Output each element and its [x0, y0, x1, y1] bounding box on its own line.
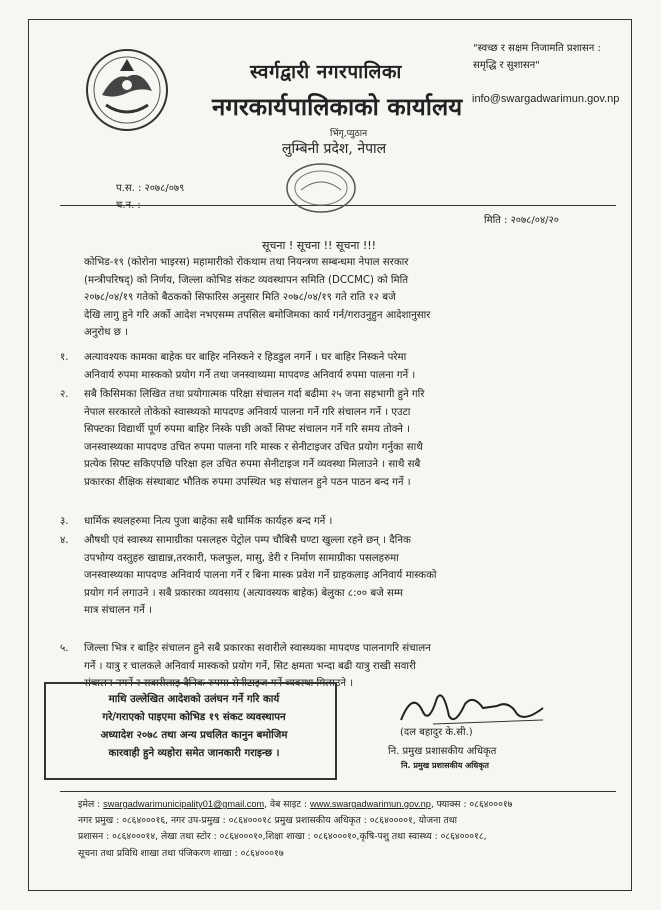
- directive-item: [60, 386, 580, 513]
- footer: [78, 796, 598, 862]
- reference-number: प.स. : २०७८/०७९: [116, 183, 185, 194]
- established-place: भिंगृ,प्युठान: [330, 129, 368, 139]
- item-number: ४.: [60, 535, 69, 546]
- dispatch-number: च.न. :: [116, 200, 141, 211]
- footer-line-3: प्रशासन : ०८६४०००१४, लेखा तथा स्टोर : ०८६४०००१०,शिक्षा शाखा : ०८६४०००१०,कृषि-पशु तथा स्वास्थ्य : ०८६४०००१८,: [78, 831, 487, 843]
- org-name: स्वर्गद्वारी नगरपालिका: [250, 61, 402, 83]
- left-border: [28, 19, 29, 891]
- item-text: सबै किसिमका लिखित तथा प्रयोगात्मक परिक्षा संचालन गर्दा बढीमा २५ जना सहभागी हुने गरि नेपाल सरकारले तोकेको स्वास्थ्यको मापदण्ड अनिवार्य पालना गर्ने गरि संचालन गर्ने । एउटा सिफ्टका विद्यार्थी पूर्ण रुपमा बाहिर निस्के पछी अर्को सिफ्ट संचालन गर्ने गरि समय तोक्ने । जनस्वास्थ्यका मापदण्ड उचित रुपमा पालना गरि मास्क र सेनीटाइजर उचित प्रयोग गर्नुका साथै प्रत्येक सिफ्ट सकिएपछि परिक्षा हल उचित रुपमा सेनीटाइज गर्ने व्यवस्था मिलाउने । साथै सबै प्रकारका शैक्षिक संस्थाबाट भौतिक रुपमा उपस्थित भइ संचालन हुने पठन पाठन बन्द गर्ने ।: [84, 389, 425, 488]
- item-text: अत्यावश्यक कामका बाहेक घर बाहिर ननिस्कने र हिडडुल नगर्ने । घर बाहिर निस्कने परेमा अनिवार्य रुपमा मास्कको प्रयोग गर्ने तथा जनस्वाथ्यमा मापदण्ड अनिवार्य रुपमा पालना गर्ने ।: [84, 352, 416, 381]
- signer-title: नि. प्रमुख प्रशासकीय अधिकृत: [388, 746, 497, 757]
- header-email[interactable]: info@swargadwarimun.gov.np: [472, 93, 620, 105]
- letter-date: मिति : २०७८/०४/२०: [484, 215, 559, 226]
- intro-paragraph: कोभिड-१९ (कोरोना भाइरस) महामारीको रोकथाम तथा नियन्त्रण सम्बन्धमा नेपाल सरकार (मन्त्रीपरिषद्) को निर्णय, जिल्ला कोभिड संकट व्यवस्थापन समिति (DCCMC) को मिति २०७८/०४/१९ गतेको बैठकको सिफारिस अनुसार मिति २०७८/०४/१९ गते राति १२ बजे देखि लागु हुने गरि अर्को आदेश नभएसम्म तपसिल बमोजिमका कार्य गर्न/गराउनुहुन आदेशानुसार अनुरोध छ ।: [84, 257, 431, 339]
- address: लुम्बिनी प्रदेश, नेपाल: [282, 141, 387, 157]
- item-text: धार्मिक स्थलहरुमा नित्य पुजा बाहेका सबै धार्मिक कार्यहरु बन्द गर्ने ।: [84, 516, 333, 527]
- footer-rule: [60, 791, 616, 792]
- footer-email-label: इमेल :: [78, 799, 104, 810]
- signer-stamp: नि. प्रमुख प्रशासकीय अधिकृत: [401, 761, 489, 770]
- notice-title: सूचना ! सूचना !! सूचना !!!: [262, 239, 377, 252]
- item-number: ३.: [60, 516, 69, 527]
- top-border: [28, 19, 632, 20]
- item-text: औषधी एवं स्वास्थ्य सामाग्रीका पसलहरु पेट्रोल पम्प चौबिसै घण्टा खुल्ला रहने छन् । दैनिक उपभोग्य वस्तुहरु खाद्यान्न,तरकारी, फलफुल, मासु, डेरी र निर्माण सामाग्रीका पसलहरुमा जनस्वास्थ्यका मापदण्ड अनिवार्य पालना गर्ने र बिना मास्क प्रवेश गर्ने ग्राहकलाइ अनिवार्य मास्कको प्रयोग गर्न लगाउने । सबै प्रकारका व्यवसाय (अत्यावस्यक बाहेक) बेलुका ८:०० बजे सम्म मात्र संचालन गर्ने ।: [84, 535, 437, 617]
- item-text: जिल्ला भित्र र बाहिर संचालन हुने सबै प्रकारका सवारीले स्वास्थ्यका मापदण्ड पालनागरि संचालन गर्ने । यात्रु र चालकले अनिवार्य मास्कको प्रयोग गर्ने, सिट क्षमता भन्दा बढी यात्रु राखी सवारी संचालन नगर्ने र सवारीलाइ दैनिक रुपमा सेनीटाइज गर्ने व्यवस्था मिलाउने ।: [84, 643, 431, 690]
- office-name: नगरकार्यपालिकाको कार्यालय: [212, 92, 463, 121]
- item-number: २.: [60, 389, 69, 400]
- item-number: १.: [60, 352, 69, 363]
- motto: [473, 40, 623, 74]
- nepal-emblem-icon: [84, 47, 170, 133]
- bottom-border: [28, 890, 632, 891]
- footer-line-1: [78, 796, 598, 813]
- motto-line-1: "स्वच्छ र सक्षम निजामति प्रशासन :: [473, 43, 601, 54]
- directive-item: [60, 513, 580, 532]
- item-number: ५.: [60, 643, 69, 654]
- motto-line-2: समृद्धि र सुशासन": [473, 60, 540, 71]
- footer-website-link[interactable]: www.swargadwarimun.gov.np: [309, 799, 431, 809]
- right-border: [631, 19, 632, 891]
- footer-line-2: नगर प्रमुख : ०८६४०००१६, नगर उप-प्रमुख : ०८६४०००१८ प्रमुख प्रशासकीय अधिकृत : ०८६४००००१, योजना तथा: [78, 815, 458, 827]
- signer-name: (दल बहादुर के.सी.): [400, 727, 473, 738]
- directive-list: [60, 349, 580, 693]
- footer-fax: , फ्याक्स : ०८६४०००१७: [430, 799, 513, 810]
- footer-email-link[interactable]: swargadwarimunicipality01@gmail.com: [103, 799, 265, 809]
- directive-item: [60, 532, 580, 630]
- footer-website-label: , वेब साइट :: [264, 799, 310, 810]
- warning-box: माथि उल्लेखित आदेशको उलंघन गर्ने गरि कार्य गरे/गराएको पाइएमा कोभिड १९ संकट व्यवस्थापन अध्यादेश २०७८ तथा अन्य प्रचलित कानुन बमोजिम कारवाही हुने व्यहोरा समेत जानकारी गराइन्छ ।: [44, 682, 337, 780]
- directive-item: [60, 349, 580, 386]
- office-stamp-icon: [283, 160, 359, 216]
- footer-line-4: सूचना तथा प्रविधि शाखा तथा पंजिकरण शाखा : ०८६४०००१७: [78, 847, 284, 859]
